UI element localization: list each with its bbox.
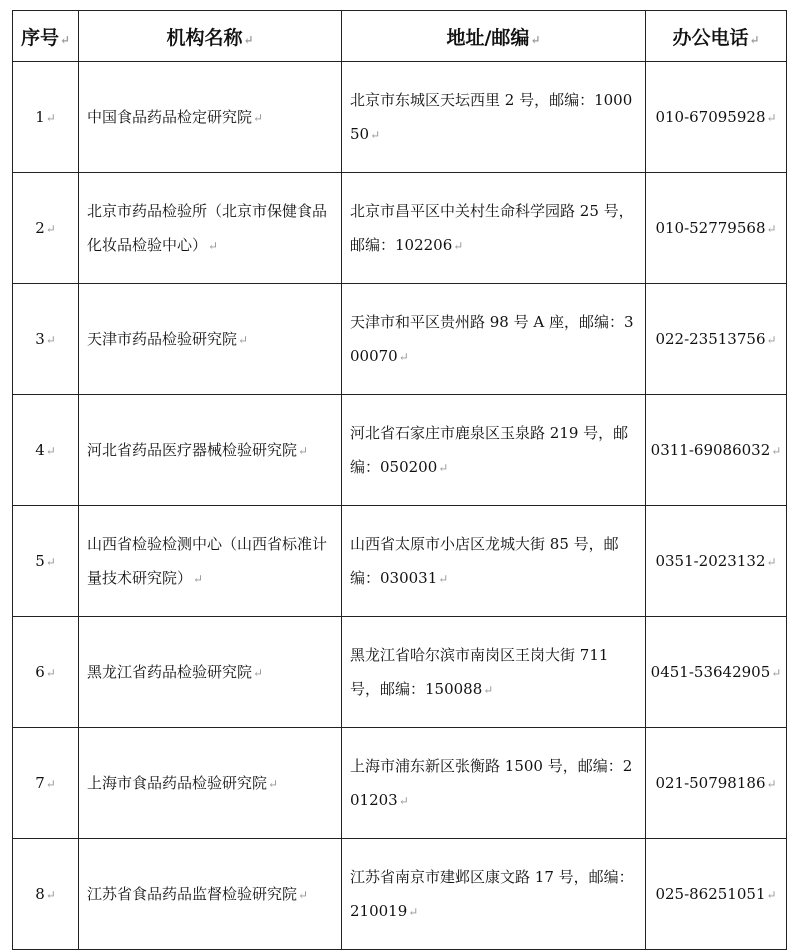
table-row — [13, 839, 787, 950]
institution-address: 山西省太原市小店区龙城大街 85 号，邮编：030031↵ — [342, 506, 646, 617]
institution-name: 江苏省食品药品监督检验研究院↵ — [79, 839, 342, 950]
institution-phone: 0351-2023132↵ — [646, 506, 787, 617]
header-name: 机构名称↵ — [79, 11, 342, 62]
row-index: 1↵ — [13, 62, 79, 173]
institution-address: 天津市和平区贵州路 98 号 A 座，邮编：300070↵ — [342, 284, 646, 395]
table-row — [13, 506, 787, 617]
institution-phone: 0311-69086032↵ — [646, 395, 787, 506]
institution-address: 江苏省南京市建邺区康文路 17 号，邮编：210019↵ — [342, 839, 646, 950]
institution-phone: 010-52779568↵ — [646, 173, 787, 284]
institution-address: 黑龙江省哈尔滨市南岗区王岗大街 711 号，邮编：150088↵ — [342, 617, 646, 728]
table-row — [13, 173, 787, 284]
row-index: 6↵ — [13, 617, 79, 728]
institution-address: 北京市昌平区中关村生命科学园路 25 号，邮编：102206↵ — [342, 173, 646, 284]
institution-name: 北京市药品检验所（北京市保健食品化妆品检验中心）↵ — [79, 173, 342, 284]
institutions-table — [12, 10, 787, 950]
institution-phone: 021-50798186↵ — [646, 728, 787, 839]
institution-address: 北京市东城区天坛西里 2 号，邮编：100050↵ — [342, 62, 646, 173]
row-index: 2↵ — [13, 173, 79, 284]
institution-phone: 010-67095928↵ — [646, 62, 787, 173]
institution-address: 河北省石家庄市鹿泉区玉泉路 219 号，邮编：050200↵ — [342, 395, 646, 506]
row-index: 3↵ — [13, 284, 79, 395]
institution-name: 河北省药品医疗器械检验研究院↵ — [79, 395, 342, 506]
institution-name: 上海市食品药品检验研究院↵ — [79, 728, 342, 839]
institution-name: 中国食品药品检定研究院↵ — [79, 62, 342, 173]
header-phone: 办公电话↵ — [646, 11, 787, 62]
institution-address: 上海市浦东新区张衡路 1500 号，邮编：201203↵ — [342, 728, 646, 839]
table-row — [13, 728, 787, 839]
row-index: 5↵ — [13, 506, 79, 617]
institution-phone: 022-23513756↵ — [646, 284, 787, 395]
table-row — [13, 284, 787, 395]
institution-phone: 0451-53642905↵ — [646, 617, 787, 728]
table-row — [13, 62, 787, 173]
institution-name: 山西省检验检测中心（山西省标准计量技术研究院）↵ — [79, 506, 342, 617]
row-index: 4↵ — [13, 395, 79, 506]
header-index: 序号↵ — [13, 11, 79, 62]
table-row — [13, 617, 787, 728]
row-index: 8↵ — [13, 839, 79, 950]
row-index: 7↵ — [13, 728, 79, 839]
institution-phone: 025-86251051↵ — [646, 839, 787, 950]
header-address: 地址/邮编↵ — [342, 11, 646, 62]
table-row — [13, 395, 787, 506]
table-header-row — [13, 11, 787, 62]
institution-name: 黑龙江省药品检验研究院↵ — [79, 617, 342, 728]
institution-name: 天津市药品检验研究院↵ — [79, 284, 342, 395]
